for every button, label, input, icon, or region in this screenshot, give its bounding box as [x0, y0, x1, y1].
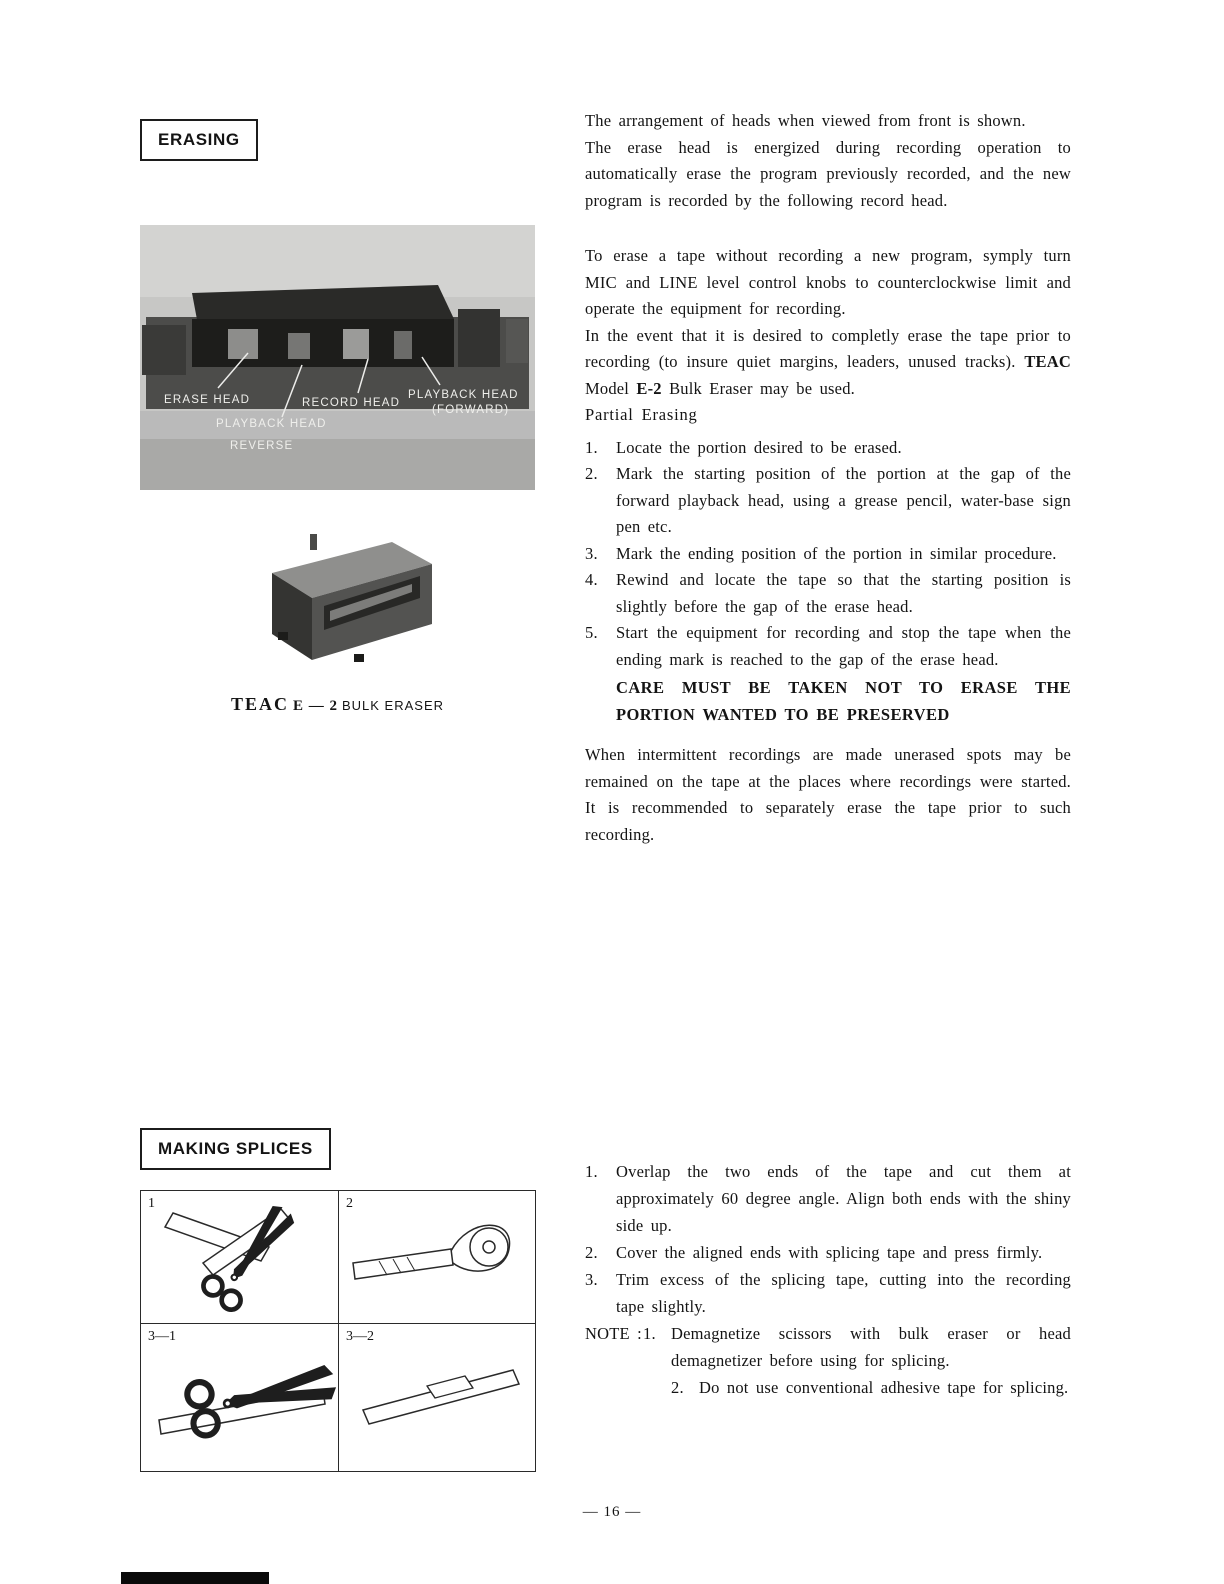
partial-erasing-list [585, 435, 1071, 674]
note-block [585, 1320, 1071, 1401]
list-item [585, 1239, 1071, 1266]
list-item-text: Rewind and locate the tape so that the starting position is slightly before the gap of the erase head. [616, 570, 1071, 616]
splice-panel-1-label: 1 [148, 1196, 155, 1211]
playback-head-reverse-label: PLAYBACK HEAD [216, 418, 327, 430]
paragraph-intermittent-recordings: When intermittent recordings are made unerased spots may be remained on the tape at the places where recordings were started. It is recommended to separately erase the tape prior to such recording. [585, 745, 1071, 844]
list-item-number: 2. [585, 1243, 598, 1262]
note-item [671, 1374, 1071, 1401]
making-splices-section-heading: MAKING SPLICES [140, 1128, 331, 1170]
list-item-number: 3. [585, 543, 598, 563]
note-item-number: 2. [671, 1378, 684, 1397]
list-item-number: 1. [585, 437, 598, 457]
splices-text-column [585, 1158, 1071, 1401]
paragraph-bulk-eraser-post: Bulk Eraser may be used. [661, 378, 855, 398]
playback-head-forward-label: PLAYBACK HEAD [408, 389, 519, 401]
list-item-number: 4. [585, 570, 598, 589]
paragraph-erase-without-recording: To erase a tape without recording a new program, symply turn MIC and LINE level control knobs to counterclockwise limit and operate the equipment for recording. [585, 246, 1071, 318]
paragraph-bulk-eraser-pre: In the event that it is desired to completly erase the tape prior to recording (to insure quiet margins, leaders, unused tracks). [585, 325, 1071, 371]
note-label: NOTE : [585, 1324, 642, 1343]
note-item [643, 1320, 1071, 1374]
list-item [585, 567, 1071, 620]
paragraph-head-arrangement: The arrangement of heads when viewed from front is shown. [585, 111, 1026, 130]
note-item-text: Do not use conventional adhesive tape for splicing. [699, 1378, 1069, 1397]
paragraph-bulk-eraser [585, 323, 1071, 403]
list-item-text: Mark the ending position of the portion in similar procedure. [616, 543, 1057, 563]
e2-model-text: E-2 [636, 378, 662, 398]
eraser-caption-brand: TEAC [230, 694, 289, 714]
bulk-eraser-drawing [252, 518, 447, 678]
playback-head-forward-sub-label: (FORWARD) [432, 404, 510, 416]
list-item-text: Cover the aligned ends with splicing tape and press firmly. [616, 1243, 1043, 1262]
list-item-number: 2. [585, 464, 598, 483]
paragraph-erase-head: The erase head is energized during recording operation to automatically erase the program previously recorded, and the new program is recorded by the following record head. [585, 137, 1071, 210]
list-item [585, 1266, 1071, 1320]
splice-panel-2 [338, 1191, 535, 1323]
erasing-section-heading: ERASING [140, 119, 258, 161]
list-item-text: Start the equipment for recording and stop the tape when the ending mark is reached to the gap of the erase head. [616, 623, 1071, 669]
playback-head-reverse-sub-label: REVERSE [230, 440, 294, 452]
list-item-text: Mark the starting position of the portion at the gap of the forward playback head, using a grease pencil, water-base sign pen etc. [616, 464, 1071, 536]
splice-panel-1-illustration [141, 1191, 336, 1321]
splice-panel-3-1-label: 3—1 [148, 1329, 176, 1344]
splice-panel-3-1 [141, 1323, 338, 1471]
splice-panel-2-label: 2 [346, 1196, 353, 1211]
splice-panel-1 [141, 1191, 338, 1323]
splice-panel-3-2-illustration [339, 1324, 534, 1470]
splices-list [585, 1158, 1071, 1320]
eraser-caption-product: BULK ERASER [341, 698, 445, 713]
eraser-caption [140, 694, 535, 715]
page-number: — 16 — [582, 1504, 642, 1520]
bottom-scan-bar [121, 1572, 269, 1584]
list-item [585, 620, 1071, 673]
partial-erasing-heading: Partial Erasing [585, 405, 698, 424]
erase-head-label: ERASE HEAD [164, 394, 251, 406]
splice-panel-3-2-label: 3—2 [346, 1329, 374, 1344]
caution-text: CARE MUST BE TAKEN NOT TO ERASE THE PORTION WANTED TO BE PRESERVED [616, 678, 1071, 724]
list-item [585, 435, 1071, 462]
teac-brand-text: TEAC [1024, 352, 1071, 371]
list-item-number: 5. [585, 623, 598, 642]
splice-panel-2-illustration [339, 1191, 534, 1321]
list-item [585, 461, 1071, 541]
record-head-label: RECORD HEAD [302, 397, 401, 409]
list-item-text: Overlap the two ends of the tape and cut them at approximately 60 degree angle. Align both ends with the shiny side up. [616, 1162, 1071, 1235]
list-item-number: 1. [585, 1162, 598, 1181]
note-item-text: Demagnetize scissors with bulk eraser or head demagnetizer before using for splicing. [671, 1324, 1071, 1370]
list-item-text: Trim excess of the splicing tape, cutting into the recording tape slightly. [616, 1270, 1071, 1316]
head-photo-illustration [140, 225, 535, 490]
erasing-text-column [585, 108, 1071, 848]
note-items [643, 1320, 1071, 1401]
paragraph-bulk-eraser-mid: Model [585, 378, 637, 398]
list-item [585, 541, 1071, 568]
note-item-number: 1. [643, 1324, 656, 1343]
bulk-eraser-illustration [252, 518, 447, 678]
splice-panel-3-2 [338, 1323, 535, 1471]
head-arrangement-photo [140, 225, 535, 490]
eraser-caption-model: E — 2 [292, 698, 338, 714]
list-item-number: 3. [585, 1270, 598, 1289]
list-item [585, 1158, 1071, 1239]
splicing-figure [140, 1190, 536, 1472]
list-item-text: Locate the portion desired to be erased. [616, 437, 902, 457]
splice-panel-3-1-illustration [141, 1324, 336, 1470]
